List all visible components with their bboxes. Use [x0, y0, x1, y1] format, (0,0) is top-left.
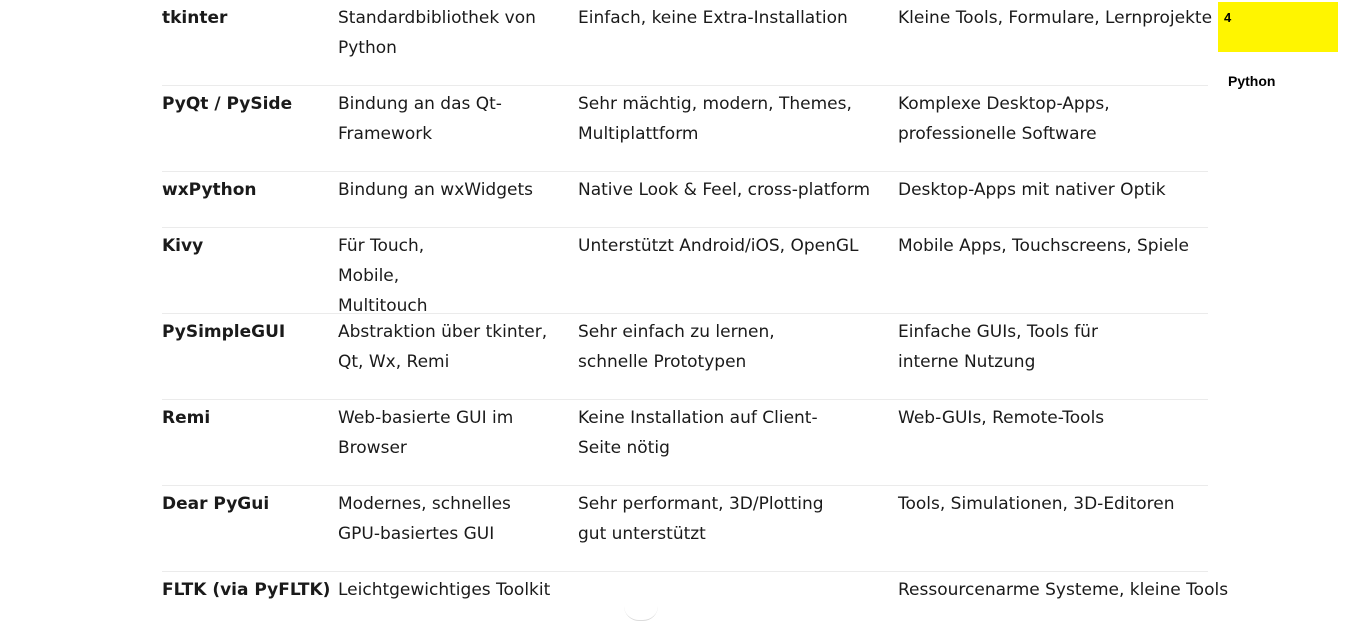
framework-use-cases: Komplexe Desktop-Apps, professionelle Software	[898, 94, 1110, 144]
table-row	[162, 0, 1213, 86]
framework-use-cases: Kleine Tools, Formulare, Lernprojekte	[898, 8, 1213, 28]
framework-use-cases: Web-GUIs, Remote-Tools	[898, 408, 1105, 428]
framework-description: Für Touch, Mobile, Multitouch	[338, 236, 428, 316]
table-row	[162, 228, 1208, 314]
framework-advantages: Einfach, keine Extra-Installation	[578, 8, 848, 28]
framework-name: wxPython	[162, 180, 257, 200]
framework-use-cases: Ressourcenarme Systeme, kleine Tools	[898, 580, 1229, 600]
framework-description: Leichtgewichtiges Toolkit	[338, 580, 551, 600]
framework-advantages: Native Look & Feel, cross-platform	[578, 180, 871, 200]
table-row	[162, 314, 1208, 400]
framework-name: PySimpleGUI	[162, 322, 286, 342]
framework-use-cases: Desktop-Apps mit nativer Optik	[898, 180, 1166, 200]
framework-advantages: Sehr performant, 3D/Plotting gut unterstützt	[578, 494, 824, 544]
framework-advantages: Sehr einfach zu lernen, schnelle Prototypen	[578, 322, 775, 372]
framework-description: Bindung an wxWidgets	[338, 180, 533, 200]
highlight-tag	[1218, 2, 1338, 52]
table-row	[162, 400, 1208, 486]
tag-label: Python	[1228, 73, 1276, 89]
table-row	[162, 172, 1208, 228]
framework-advantages: Unterstützt Android/iOS, OpenGL	[578, 236, 859, 256]
framework-advantages: Keine Installation auf Client-Seite nötig	[578, 408, 818, 458]
framework-use-cases: Einfache GUIs, Tools für interne Nutzung	[898, 322, 1098, 372]
framework-name: Remi	[162, 408, 211, 428]
framework-description: Web-basierte GUI im Browser	[338, 408, 514, 458]
table-row	[162, 572, 1229, 621]
framework-name: tkinter	[162, 8, 228, 28]
gui-frameworks-table	[162, 0, 1229, 621]
table-row	[162, 86, 1208, 172]
framework-description: Modernes, schnelles GPU-basiertes GUI	[338, 494, 511, 544]
framework-description: Bindung an das Qt-Framework	[338, 94, 502, 144]
framework-advantages: Sehr mächtig, modern, Themes, Multiplattform	[578, 94, 852, 144]
framework-use-cases: Tools, Simulationen, 3D-Editoren	[898, 494, 1175, 514]
framework-name: PyQt / PySide	[162, 94, 293, 114]
framework-name: FLTK (via PyFLTK)	[162, 580, 331, 600]
framework-use-cases: Mobile Apps, Touchscreens, Spiele	[898, 236, 1189, 256]
table-row	[162, 486, 1208, 572]
framework-name: Dear PyGui	[162, 494, 270, 514]
framework-description: Standardbibliothek von Python	[338, 8, 536, 58]
framework-name: Kivy	[162, 236, 204, 256]
tag-number: 4	[1224, 10, 1232, 25]
framework-description: Abstraktion über tkinter, Qt, Wx, Remi	[338, 322, 548, 372]
